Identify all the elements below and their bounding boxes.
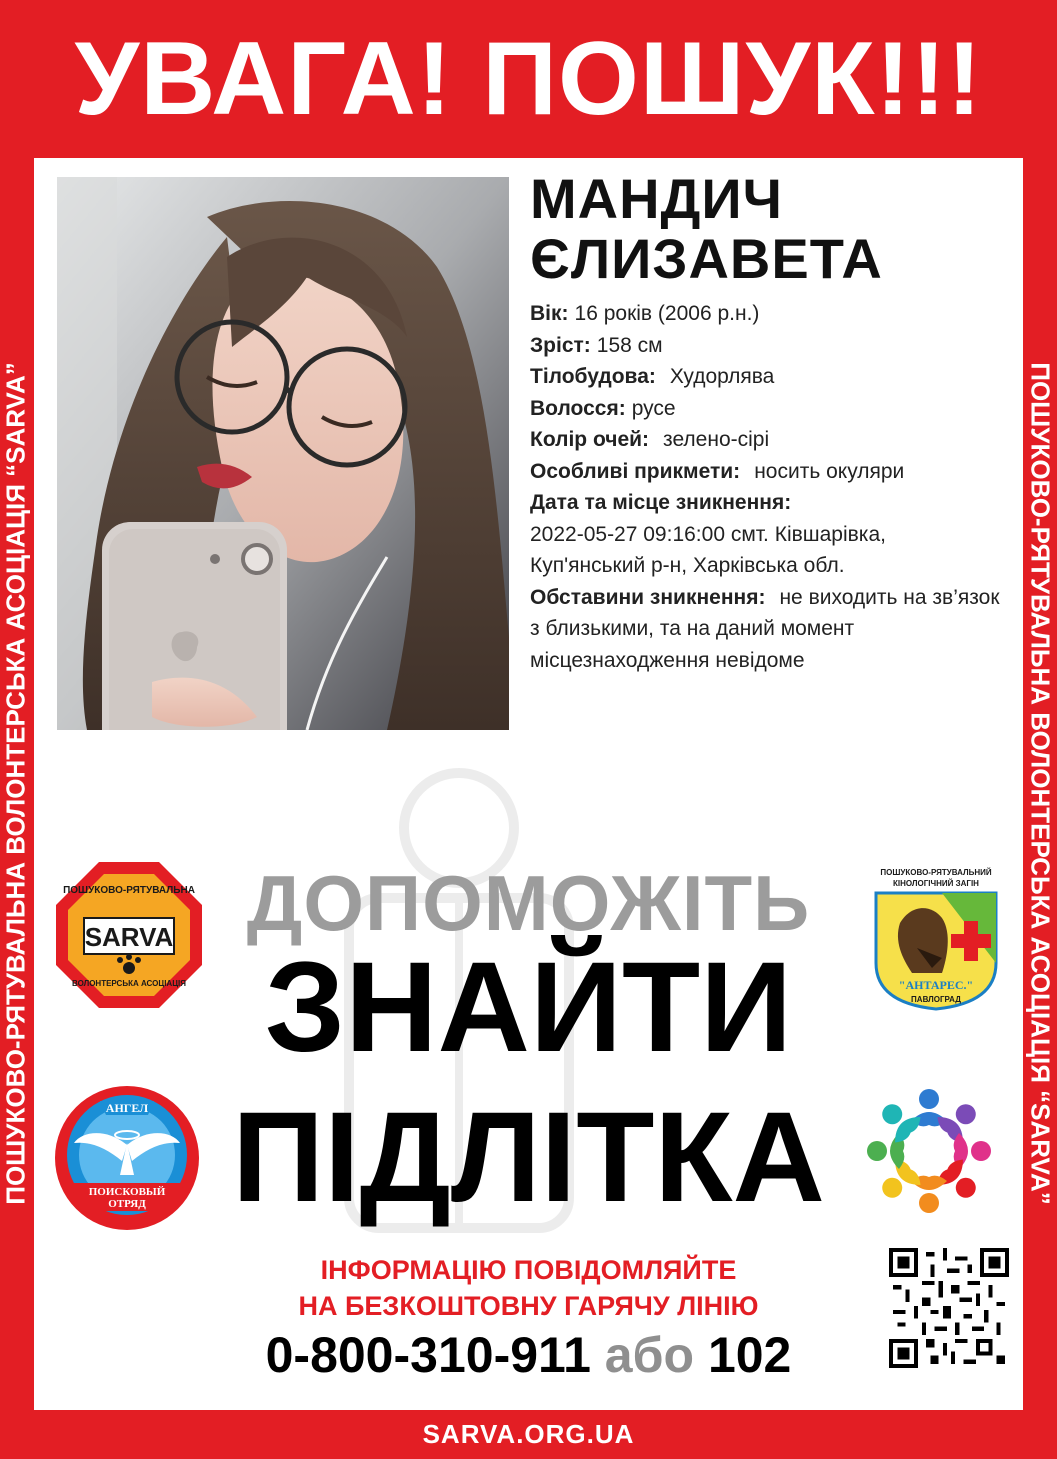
age-label: Вік:: [530, 302, 569, 325]
appeal-find: ЗНАЙТИ: [264, 936, 793, 1079]
content-panel: [34, 158, 1023, 1410]
appeal-help: ДОПОМОЖІТЬ: [246, 859, 811, 947]
surname: МАНДИЧ: [530, 167, 784, 230]
hotline-phone-1[interactable]: 0-800-310-911: [265, 1327, 591, 1383]
date-place-label: Дата та місце зникнення:: [530, 491, 792, 514]
angel-top-text: АНГЕЛ: [105, 1101, 149, 1115]
date-place-value-2: Куп'янський р-н, Харківська обл.: [530, 554, 845, 577]
first-name: ЄЛИЗАВЕТА: [530, 227, 883, 290]
appeal-teenager: ПІДЛІТКА: [232, 1086, 825, 1229]
date-place-value-1: 2022-05-27 09:16:00 смт. Ківшарівка,: [530, 522, 886, 546]
footer-banner: [0, 1410, 1057, 1459]
antares-city: ПАВЛОГРАД: [911, 995, 961, 1004]
person-details: [530, 298, 1000, 676]
detail-marks: [530, 456, 1000, 488]
right-side-text: ПОШУКОВО-РЯТУВАЛЬНА ВОЛОНТЕРСЬКА АСОЦІАЦІЯ “SARVA”: [1026, 361, 1057, 1205]
sarva-logo-bottom: ВОЛОНТЕРСЬКА АСОЦІАЦІЯ: [71, 979, 187, 988]
build-label: Тілобудова:: [530, 365, 656, 388]
angel-bottom-2: ОТРЯД: [108, 1198, 146, 1210]
missing-person-photo: [57, 177, 509, 730]
left-side-band: [0, 158, 33, 1408]
detail-age: [530, 298, 1000, 330]
antares-top-2: КІНОЛОГІЧНИЙ ЗАГІН: [893, 879, 979, 888]
marks-label: Особливі прикмети:: [530, 459, 741, 483]
detail-height: [530, 330, 1000, 362]
detail-circumstances: [530, 582, 1000, 677]
sarva-logo-top: ПОШУКОВО-РЯТУВАЛЬНА: [63, 885, 195, 896]
antares-name: "АНТАРЕС.": [898, 978, 974, 992]
detail-hair: [530, 393, 1000, 425]
right-side-band: [1024, 158, 1057, 1408]
hotline-numbers: [34, 1326, 1023, 1384]
hotline-prompt-2: НА БЕЗКОШТОВНУ ГАРЯЧУ ЛІНІЮ: [298, 1291, 759, 1321]
antares-top-1: ПОШУКОВО-РЯТУВАЛЬНИЙ: [880, 868, 992, 877]
eyes-label: Колір очей:: [530, 428, 650, 451]
qr-code[interactable]: [889, 1248, 1009, 1368]
height-label: Зріст:: [530, 333, 591, 357]
hotline-prompt-1: ІНФОРМАЦІЮ ПОВІДОМЛЯЙТЕ: [320, 1255, 737, 1285]
hair-value: русе: [631, 396, 676, 420]
hair-label: Волосся:: [530, 396, 626, 420]
hotline-phone-2[interactable]: 102: [707, 1327, 792, 1383]
phone-separator: або: [604, 1327, 695, 1383]
left-side-text: ПОШУКОВО-РЯТУВАЛЬНА ВОЛОНТЕРСЬКА АСОЦІАЦІЯ “SARVA”: [1, 361, 32, 1205]
eyes-value: зелено-сірі: [663, 428, 770, 451]
angel-bottom-1: ПОИСКОВЫЙ: [88, 1186, 166, 1198]
poster-title: УВАГА! ПОШУК!!!: [74, 20, 983, 137]
header-banner: [0, 0, 1057, 158]
marks-value: носить окуляри: [754, 459, 905, 483]
detail-eyes: [530, 424, 1000, 456]
website-link[interactable]: SARVA.ORG.UA: [422, 1419, 635, 1449]
build-value: Худорлява: [669, 365, 775, 388]
circumstances-value: не виходить на зв’язок з близькими, та на даний момент місцезнаходження невідоме: [530, 585, 1000, 672]
circumstances-label: Обставини зникнення:: [530, 585, 766, 609]
height-value: 158 см: [596, 333, 663, 357]
portrait-illustration: [57, 177, 509, 730]
detail-date-place-label: [530, 487, 1000, 519]
detail-build: [530, 361, 1000, 393]
sarva-logo-center: SARVA: [84, 922, 174, 952]
age-value: 16 років (2006 р.н.): [574, 302, 760, 325]
